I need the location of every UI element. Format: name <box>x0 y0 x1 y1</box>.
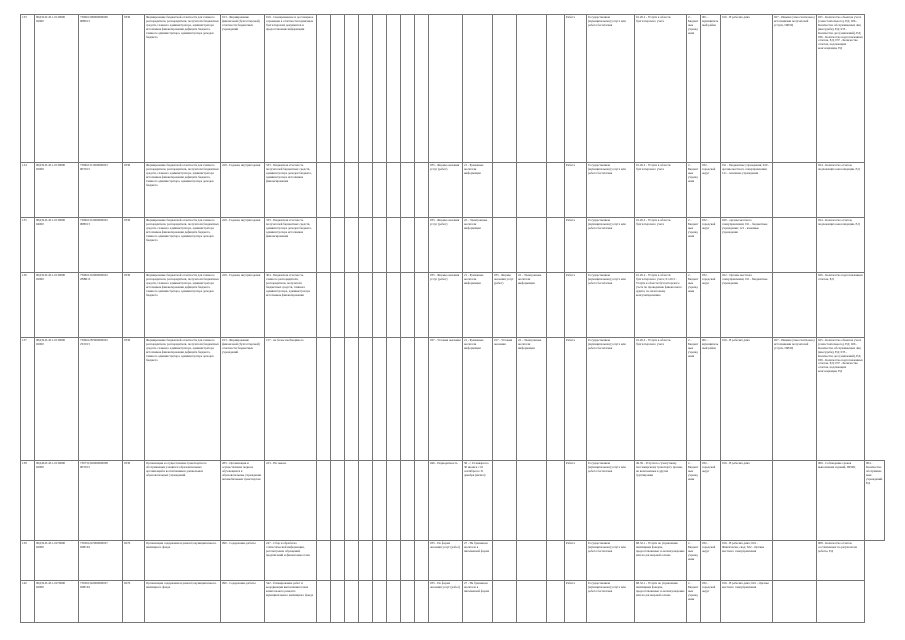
cell-unique-number: 730661312000000022 00В013 <box>79 218 123 273</box>
cell-blank-6 <box>387 461 401 541</box>
cell-payment-type: Государственная (муниципальная) услуга или работа бесплатная <box>587 541 635 581</box>
cell-quality-indicator <box>773 218 817 273</box>
cell-blank-8 <box>415 273 429 338</box>
cell-institution-type: 2 - Бюджетные учреждения <box>687 461 701 541</box>
cell-condition-2-value <box>517 15 547 163</box>
cell-blank-5 <box>373 218 387 273</box>
cell-quality-indicator: 027 - Иными (самостоятельно) источниками получателей услуги, ПРОЦ <box>773 338 817 461</box>
cell-blank-8 <box>415 338 429 461</box>
cell-blank-2 <box>331 581 345 623</box>
cell-condition-2: 035 - Формы оказания услуг (работ) <box>493 273 517 338</box>
cell-code: 0276 <box>123 541 145 581</box>
cell-service-name: Организация и осуществление транспортного обслуживания учащихся образовательных организаций и воспитанников дошкольных образовательных учреждений <box>145 461 221 541</box>
cell-condition-1-value: 21 - Бумажные носители информации <box>463 273 493 338</box>
cell-blank-6 <box>387 218 401 273</box>
registry-table <box>20 14 885 623</box>
cell-blank-5 <box>373 461 387 541</box>
table-row <box>21 581 885 623</box>
cell-volume-indicator <box>817 581 865 623</box>
cell-service-name: Формирование бюджетной отчетности для главного распорядителя, распорядителя, получателя бюджетных средств, главного администратора, администратора источников финансирования дефицита бюджета, главного администратора, администратора доходов бюджета <box>145 338 221 461</box>
cell-condition-2-value: 22 - Электронные носители информации <box>517 338 547 461</box>
cell-unique-number: 730661316000000022 2ВВ013 <box>79 273 123 338</box>
cell-row-number: 140 <box>21 581 35 623</box>
cell-institution-type: 2 - Бюджетные учреждения <box>687 338 701 461</box>
cell-row-number: 136 <box>21 273 35 338</box>
cell-blank-3 <box>345 338 359 461</box>
cell-institution-type: 2 - Бюджетные учреждения <box>687 541 701 581</box>
cell-content-1: 229 - Годовая, внутригодовая <box>221 273 265 338</box>
cell-type: Работа <box>565 218 587 273</box>
cell-institution-type: 2 - Бюджетные учреждения <box>687 163 701 218</box>
cell-type: Работа <box>565 581 587 623</box>
cell-blank-2 <box>331 541 345 581</box>
cell-territory: 032 - городской округ <box>701 581 721 623</box>
cell-blank-1 <box>317 15 331 163</box>
cell-type: Работа <box>565 163 587 218</box>
cell-blank-3 <box>345 541 359 581</box>
cell-blank-3 <box>345 581 359 623</box>
cell-quality-indicator <box>773 581 817 623</box>
cell-payment-type: Государственная (муниципальная) услуга или работа бесплатная <box>587 15 635 163</box>
cell-condition-1-value: 22 - Электронные носители информации <box>463 218 493 273</box>
cell-quality-indicator <box>773 461 817 541</box>
table-row <box>21 15 885 163</box>
table-row <box>21 163 885 218</box>
cell-blank-3 <box>345 15 359 163</box>
cell-blank-1 <box>317 541 331 581</box>
cell-content-2: 304 - Бюджетная отчетность главного распорядителя, распорядителя, получателя бюджетных средств, главного администратора, администратора источников финансирования <box>265 273 317 338</box>
cell-condition-1: 035 - По форме оказания услуг (работ) <box>429 541 463 581</box>
cell-unique-number: 730361342000000027 02В104 <box>79 581 123 623</box>
cell-registry-code: 00Д32.П.45.1.0130000 02000 <box>35 338 79 461</box>
cell-code: 0330 <box>123 338 145 461</box>
cell-blank-4 <box>359 541 373 581</box>
cell-blank-6 <box>387 581 401 623</box>
table-row <box>21 461 885 541</box>
cell-territory: 032 - городской округ <box>701 461 721 541</box>
cell-okved: 68.32.1 - Услуги по управлению жилищным фондом, предоставляемые за вознаграждение или на договорной основе <box>635 541 687 581</box>
cell-blank-1 <box>317 218 331 273</box>
cell-condition-2 <box>493 581 517 623</box>
cell-territory: 032 - городской округ <box>701 163 721 218</box>
cell-blank-4 <box>359 338 373 461</box>
cell-blank-3 <box>345 273 359 338</box>
cell-blank-4 <box>359 163 373 218</box>
cell-condition-2: 017 - Условия оказания <box>493 338 517 461</box>
cell-content-2: 223 - На законо <box>265 461 317 541</box>
cell-territory: 032 - городской округ <box>701 273 721 338</box>
cell-unique-number: 730661287000000022 2Т2013 <box>79 338 123 461</box>
cell-registry-code: 00Д32.П.45.1.0270000 02000 <box>35 581 79 623</box>
cell-condition-2-value <box>517 541 547 581</box>
cell-blank-3 <box>345 163 359 218</box>
cell-blank-9 <box>547 581 565 623</box>
cell-blank-4 <box>359 581 373 623</box>
cell-blank-9 <box>547 273 565 338</box>
cell-blank-4 <box>359 461 373 541</box>
cell-unique-number: 730731302000000008 00Т013 <box>79 461 123 541</box>
cell-row-number: 137 <box>21 338 35 461</box>
cell-registry-code: 00Д32.П.45.1.0270000 02000 <box>35 541 79 581</box>
cell-service-name: Формирование бюджетной отчетности для главного распорядителя, распорядителя, получателя бюджетных средств, главного администратора, администратора источников финансирования дефицита бюджета, главного администратора, администратора доходов бюджета <box>145 218 221 273</box>
cell-condition-1: 035 - Формы оказания услуг (работ) <box>429 218 463 273</box>
cell-okved: 01.20.2 - Услуги в области бухгалтерского учета; 01.20.3 - Услуги в области бухгалтерского учета по проведению финансового аудита, по налоговому консультированию <box>635 273 687 338</box>
cell-blank-9 <box>547 15 565 163</box>
cell-consumers: 016 - В рабочих днях <box>721 461 773 541</box>
cell-condition-2 <box>493 15 517 163</box>
cell-quality-indicator: 027 - Иными (самостоятельно) источниками получателей услуги, ПРОЦ <box>773 15 817 163</box>
cell-quality-indicator <box>773 541 817 581</box>
cell-content-1: 229 - Годовая, внутригодовая <box>221 163 265 218</box>
cell-territory: 001 - муниципальный район <box>701 338 721 461</box>
cell-content-2: 333 - Бюджетная отчетность получателей бюджетных средств, администратора доходов бюджета, администратора источников финансирования <box>265 163 317 218</box>
cell-blank-9 <box>547 163 565 218</box>
cell-service-name: Формирование бюджетной отчетности для главного распорядителя, распорядителя, получателя бюджетных средств, главного администратора, администратора источников финансирования дефицита бюджета, главного администратора, администратора доходов бюджета <box>145 273 221 338</box>
cell-condition-1: 035 - Формы оказания услуг (работ) <box>429 163 463 218</box>
cell-blank-7 <box>401 338 415 461</box>
cell-condition-1: 035 - Формы оказания услуг (работ) <box>429 273 463 338</box>
cell-condition-2-value <box>517 218 547 273</box>
cell-consumers: 020 - органы местного самоуправления; 011 - бюджетные учреждения; 121 - казенные учреждения <box>721 218 773 273</box>
cell-service-name: Формирование бюджетной отчетности для главного распорядителя, распорядителя, получателя бюджетных средств, главного администратора, администратора источников финансирования дефицита бюджета, главного администратора, администратора доходов бюджета <box>145 163 221 218</box>
cell-service-name: Формирование бюджетной отчетности для главного распорядителя, распорядителя, получателя бюджетных средств, главного администратора, администратора источников финансирования дефицита бюджета, главного администратора, администратора доходов бюджета <box>145 15 221 163</box>
cell-blank-9 <box>547 338 565 461</box>
cell-volume-indicator: 069 - Соблюдение сроков выполнения заданий, ПРОЦ <box>817 461 865 541</box>
cell-registry-code: 00Д40.П.45.1.0130000 02000 <box>35 461 79 541</box>
cell-type: Работа <box>565 461 587 541</box>
cell-institution-type: 2 - Бюджетные учреждения <box>687 581 701 623</box>
cell-content-2: 247 - Сбор и обработка статистической информации, рассмотрение обращений, предписаний и финансовых план <box>265 541 317 581</box>
cell-blank-8 <box>415 541 429 581</box>
cell-condition-1: 037 - Условия оказания <box>429 338 463 461</box>
cell-blank-5 <box>373 273 387 338</box>
cell-blank-8 <box>415 461 429 541</box>
cell-blank-2 <box>331 218 345 273</box>
cell-volume-indicator: 026 - Количество подготовленных отчетов, ЕД <box>817 273 865 338</box>
cell-condition-2-value <box>517 461 547 541</box>
cell-blank-4 <box>359 218 373 273</box>
cell-okved: 49.39 - Услуги по сухопутному пассажирскому транспорту прочие, не включенные в другие группировки <box>635 461 687 541</box>
cell-blank-1 <box>317 338 331 461</box>
cell-consumers: 011 - Бюджетные учреждения; 020 - органы местного самоуправления; 121 - казенные учреждения <box>721 163 773 218</box>
table-row <box>21 273 885 338</box>
cell-blank-3 <box>345 461 359 541</box>
cell-condition-1: 046 - Периодичность <box>429 461 463 541</box>
cell-territory: 032 - городской округ <box>701 541 721 581</box>
cell-row-number: 139 <box>21 541 35 581</box>
cell-consumers: 016 - В рабочих днях <box>721 15 773 163</box>
cell-blank-9 <box>547 461 565 541</box>
cell-unique-number: 730661311000000023 00Т013 <box>79 163 123 218</box>
cell-blank-2 <box>331 461 345 541</box>
cell-blank-2 <box>331 163 345 218</box>
cell-undefined: 004 - Количество обслуживаемых учреждений, ЕД <box>865 461 885 541</box>
cell-row-number: 133 <box>21 15 35 163</box>
cell-territory: 032 - городской округ <box>701 218 721 273</box>
cell-condition-1-value: 21 - Бумажные носители информации <box>463 163 493 218</box>
cell-code: 0330 <box>123 273 145 338</box>
cell-registry-code: 00Д32.П.45.1.0130000 02000 <box>35 15 79 163</box>
cell-blank-5 <box>373 163 387 218</box>
cell-blank-7 <box>401 581 415 623</box>
cell-service-name: Организация содержания и ремонта муниципального жилищного фонда <box>145 541 221 581</box>
cell-registry-code: 00Д32.П.45.1.0130000 04000 <box>35 218 79 273</box>
cell-blank-7 <box>401 15 415 163</box>
cell-type: Работа <box>565 273 587 338</box>
cell-blank-4 <box>359 15 373 163</box>
cell-code: 0330 <box>123 461 145 541</box>
cell-condition-2 <box>493 461 517 541</box>
table-row <box>21 541 885 581</box>
table-row <box>21 218 885 273</box>
cell-blank-7 <box>401 218 415 273</box>
cell-payment-type: Государственная (муниципальная) услуга или работа бесплатная <box>587 273 635 338</box>
cell-unique-number: 730661309000000000 00В013 <box>79 15 123 163</box>
cell-content-2: 333 - Бюджетная отчетность получателей бюджетных средств, администратора доходов бюджета, администратора источников финансирования <box>265 218 317 273</box>
cell-condition-1-value: 58 - с 01 января по 30 июня и с 01 сентября по 31 декабря (включ) <box>463 461 493 541</box>
cell-blank-1 <box>317 163 331 218</box>
cell-payment-type: Государственная (муниципальная) услуга или работа бесплатная <box>587 461 635 541</box>
cell-registry-code: 00Д32.П.45.1.0130000 02000 <box>35 163 79 218</box>
cell-type: Работа <box>565 15 587 163</box>
cell-volume-indicator: 024 - Количество отчетов, подлежащих консолидации, ЕД <box>817 163 865 218</box>
cell-content-2: 019 - Своевременное и достоверное отражение в отчетности первичных бухгалтерских документов и предоставление информации <box>265 15 317 163</box>
cell-condition-1: 035 - По форме оказания услуг (работ) <box>429 581 463 623</box>
cell-condition-2 <box>493 218 517 273</box>
cell-blank-6 <box>387 338 401 461</box>
cell-blank-8 <box>415 218 429 273</box>
cell-blank-8 <box>415 163 429 218</box>
cell-volume-indicator: 024 - Количество отчетов, подлежащих консолидации, ЕД <box>817 218 865 273</box>
cell-code: 0330 <box>123 218 145 273</box>
cell-content-2: 157 - не более необходимого <box>265 338 317 461</box>
cell-blank-6 <box>387 273 401 338</box>
cell-payment-type: Государственная (муниципальная) услуга или работа бесплатная <box>587 218 635 273</box>
cell-condition-1-value <box>463 15 493 163</box>
cell-content-1: 090 - Содержание работы <box>221 541 265 581</box>
cell-consumers: 016 - В рабочих днях; 022 - Органы местного самоуправления <box>721 581 773 623</box>
cell-content-1: 013 - Формирование финансовой (бухгалтерской) отчетности бюджетных учреждений <box>221 338 265 461</box>
cell-blank-6 <box>387 541 401 581</box>
table-row <box>21 338 885 461</box>
cell-blank-5 <box>373 15 387 163</box>
cell-consumers: 016 - В рабочих днях; 016 - Фактически, свод; 022 - Органы местного самоуправления <box>721 541 773 581</box>
cell-consumers: 016 - В рабочих днях <box>721 338 773 461</box>
cell-blank-1 <box>317 461 331 541</box>
cell-type: Работа <box>565 338 587 461</box>
cell-condition-1 <box>429 15 463 163</box>
cell-blank-4 <box>359 273 373 338</box>
cell-blank-1 <box>317 581 331 623</box>
cell-blank-2 <box>331 273 345 338</box>
cell-payment-type: Государственная (муниципальная) услуга или работа бесплатная <box>587 163 635 218</box>
cell-institution-type: 2 - Бюджетные учреждения <box>687 218 701 273</box>
cell-okved: 01.20.2 - Услуги в области бухгалтерского учета <box>635 338 687 461</box>
cell-code: 0330 <box>123 163 145 218</box>
cell-content-1: 013 - Формирование финансовой (бухгалтерской) отчетности бюджетных учреждений <box>221 15 265 163</box>
cell-code: 0276 <box>123 581 145 623</box>
cell-blank-6 <box>387 15 401 163</box>
cell-institution-type: 2 - Бюджетные учреждения <box>687 15 701 163</box>
cell-condition-2 <box>493 163 517 218</box>
cell-blank-7 <box>401 461 415 541</box>
cell-content-1: 229 - Годовая, внутригодовая <box>221 218 265 273</box>
cell-blank-5 <box>373 541 387 581</box>
cell-blank-9 <box>547 218 565 273</box>
cell-condition-2 <box>493 541 517 581</box>
cell-service-name: Организация содержания и ремонта муниципального жилищного фонда <box>145 581 221 623</box>
cell-blank-3 <box>345 218 359 273</box>
cell-okved: 68.32.1 - Услуги по управлению жилищным фондом, предоставляемые за вознаграждение или на договорной основе <box>635 581 687 623</box>
cell-blank-2 <box>331 15 345 163</box>
cell-blank-7 <box>401 273 415 338</box>
cell-condition-2-value: 22 - Электронные носители информации <box>517 273 547 338</box>
cell-quality-indicator <box>773 273 817 338</box>
cell-blank-9 <box>547 541 565 581</box>
cell-blank-7 <box>401 163 415 218</box>
cell-blank-6 <box>387 163 401 218</box>
cell-territory: 001 - муниципальный район <box>701 15 721 163</box>
cell-consumers: 022 - Органы местного самоуправления; 011 - Бюджетные учреждения <box>721 273 773 338</box>
cell-volume-indicator: 025 - Количество объектов учета (самостоятельного), ЕД; 026 - Количество обслуживаемых лиц (внесудебн), ЕД; 035 - Количество дел (заявлений), ЕД; 036 - Количество подготовленных отчетов, ЕД; 037 - Количество отчетов, подлежащих консолидации, ЕД <box>817 15 865 163</box>
cell-condition-1-value: 21 - Бумажные носители информации <box>463 338 493 461</box>
cell-payment-type: Государственная (муниципальная) услуга или работа бесплатная <box>587 338 635 461</box>
cell-row-number: 135 <box>21 218 35 273</box>
cell-okved: 01.20.2 - Услуги в области бухгалтерского учета <box>635 163 687 218</box>
cell-payment-type: Государственная (муниципальная) услуга или работа бесплатная <box>587 581 635 623</box>
cell-blank-2 <box>331 338 345 461</box>
cell-row-number: 138 <box>21 461 35 541</box>
cell-institution-type: 2 - Бюджетные учреждения <box>687 273 701 338</box>
cell-registry-code: 00Д32.П.45.1.0130000 02000 <box>35 273 79 338</box>
cell-blank-5 <box>373 581 387 623</box>
cell-condition-2-value <box>517 581 547 623</box>
cell-content-1: 283 - Организация и осуществление подвоза обучающихся в образовательные учреждения автомобильным транспортом <box>221 461 265 541</box>
cell-condition-1-value: 27 - На бумажном носителе в письменной форме <box>463 581 493 623</box>
cell-code: 0330 <box>123 15 145 163</box>
cell-blank-1 <box>317 273 331 338</box>
cell-volume-indicator: 025 - Количество объектов учета (самостоятельного), ЕД; 026 - Количество обслуживаемых лиц (внесудебн), ЕД; 035 - Количество дел (заявлений), ЕД; 036 - Количество подготовленных отчетов, ЕД; 037 - Количество отчетов, подлежащих консолидации, ЕД <box>817 338 865 461</box>
cell-content-2: 342 - Планирование работ и координация выполнения плана капитального ремонта муниципального жилищного фонда <box>265 581 317 623</box>
cell-quality-indicator <box>773 163 817 218</box>
cell-condition-2-value <box>517 163 547 218</box>
cell-blank-5 <box>373 338 387 461</box>
cell-volume-indicator: 008 - Количество отчетов, составленных по результатам работы, ЕД <box>817 541 865 581</box>
cell-unique-number: 730361247000000027 02В104 <box>79 541 123 581</box>
cell-condition-1-value: 27 - На бумажном носителе в письменной форме <box>463 541 493 581</box>
cell-type: Работа <box>565 541 587 581</box>
cell-content-1: 090 - Содержание работы <box>221 581 265 623</box>
cell-blank-8 <box>415 15 429 163</box>
cell-blank-8 <box>415 581 429 623</box>
cell-row-number: 134 <box>21 163 35 218</box>
cell-blank-7 <box>401 541 415 581</box>
cell-okved: 01.20.2 - Услуги в области бухгалтерского учета <box>635 15 687 163</box>
cell-okved: 01.20.2 - Услуги в области бухгалтерского учета <box>635 218 687 273</box>
